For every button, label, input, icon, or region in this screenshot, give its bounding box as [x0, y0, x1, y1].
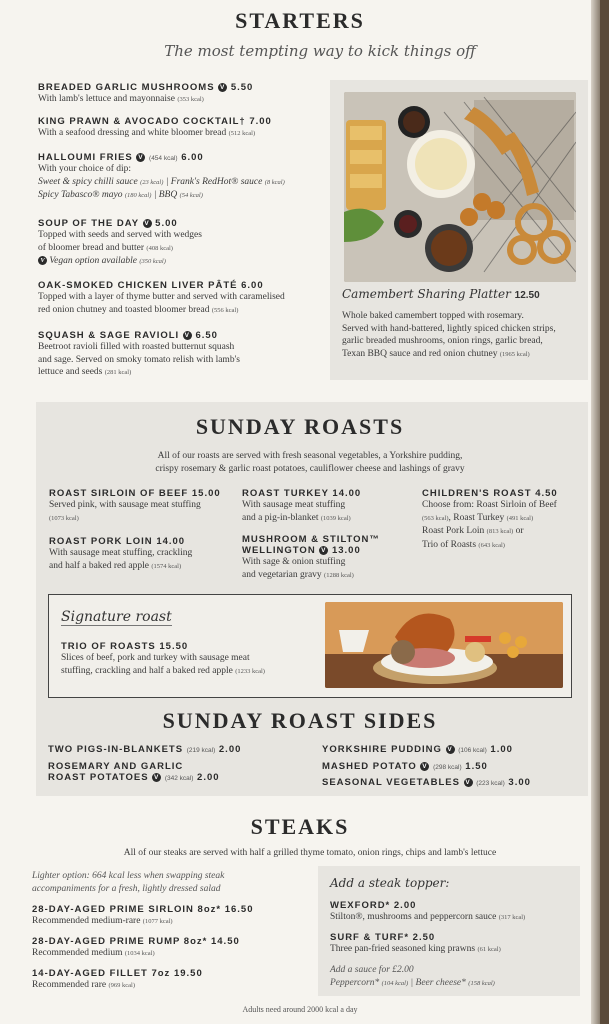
dip-kcal: (54 kcal) — [179, 192, 203, 199]
item-price: 15.50 — [159, 641, 189, 652]
item-desc: Served pink, with sausage meat stuffing — [49, 500, 201, 510]
item-desc: With sausage meat stuffing — [242, 500, 346, 510]
item-price: 5.00 — [155, 218, 178, 229]
item-price: 2.50 — [412, 932, 436, 943]
item-desc: Recommended medium — [32, 948, 123, 958]
steak-item-rump — [32, 936, 240, 961]
item-name: WELLINGTON — [242, 545, 316, 556]
sauce-option: Peppercorn* — [330, 977, 380, 988]
vegetarian-icon: V — [465, 778, 471, 786]
item-kcal: (353 kcal) — [177, 96, 204, 103]
vegetarian-icon: V — [447, 745, 453, 753]
item-kcal: (408 kcal) — [146, 244, 173, 252]
item-desc: Topped with a layer of thyme butter and served with caramelised — [38, 292, 285, 302]
steak-item-sirloin — [32, 904, 254, 929]
vegetarian-icon: V — [184, 331, 190, 339]
lighter-line: Lighter option: 664 kcal less when swapping steak — [32, 871, 225, 881]
item-kcal: (298 kcal) — [433, 764, 462, 771]
platter-desc-line: Served with hand-battered, lightly spiced chicken strips, — [342, 323, 556, 334]
dip-option: BBQ — [158, 190, 178, 200]
item-name: 28-DAY-AGED PRIME RUMP 8oz* — [32, 936, 208, 947]
item-price: 4.50 — [535, 488, 558, 499]
item-name: HALLOUMI FRIES — [38, 152, 133, 163]
starter-item-ravioli — [38, 330, 240, 380]
side-item-pigs — [48, 744, 241, 755]
platter-illustration — [344, 92, 576, 282]
item-name: TRIO OF ROASTS — [61, 641, 156, 652]
item-desc: red onion chutney and toasted bloomer bread — [38, 304, 210, 315]
item-kcal: (643 kcal) — [478, 541, 505, 549]
item-price: 19.50 — [173, 968, 203, 979]
starters-tagline: The most tempting way to kick things off — [164, 42, 476, 60]
item-kcal: (1034 kcal) — [124, 950, 155, 957]
item-kcal: (969 kcal) — [108, 982, 136, 989]
item-kcal: (281 kcal) — [104, 369, 132, 376]
item-price: 5.50 — [230, 82, 254, 93]
item-kcal: (223 kcal) — [476, 780, 505, 787]
vegan-icon: V — [38, 256, 47, 265]
roasts-intro — [0, 450, 600, 475]
roast-item-sirloin — [49, 488, 221, 525]
roasts-title: SUNDAY ROASTS — [195, 414, 405, 439]
vegan-note: Vegan option available — [49, 256, 137, 266]
starter-item-soup — [38, 218, 202, 269]
item-price: 14.00 — [332, 488, 362, 499]
item-kcal: (454 kcal) — [149, 155, 178, 162]
item-kcal: (1233 kcal) — [235, 667, 265, 675]
dip-kcal: (8 kcal) — [264, 178, 285, 186]
platter-price: 12.50 — [514, 290, 540, 301]
item-name: WEXFORD* — [330, 900, 391, 911]
roast-illustration — [325, 602, 563, 688]
item-price: 6.00 — [241, 280, 264, 291]
side-item-yorkshire — [322, 744, 513, 755]
platter-photo — [344, 92, 576, 282]
vegetarian-icon: V — [138, 153, 144, 161]
item-desc: Roast Pork Loin — [422, 526, 485, 536]
roast-item-childrens — [422, 488, 587, 552]
vegetarian-icon: V — [321, 546, 327, 554]
steaks-title: STEAKS — [250, 814, 350, 839]
item-desc: and half a baked red apple — [49, 560, 149, 571]
item-name: SOUP OF THE DAY — [38, 218, 139, 229]
item-desc: Three pan-fried seasoned king prawns — [330, 944, 476, 954]
item-price: 13.00 — [331, 545, 361, 556]
item-price: 14.00 — [156, 536, 186, 547]
starter-item-garlic-mushrooms — [38, 82, 253, 107]
item-desc: With your choice of dip: — [38, 164, 132, 174]
platter-kcal: (1965 kcal) — [499, 350, 530, 358]
item-kcal: (106 kcal) — [458, 747, 487, 754]
sauce-options: Add a sauce for £2.00 Peppercorn* (104 kcal) | Beer cheese* (158 kcal) — [330, 965, 495, 988]
starters-title: STARTERS — [235, 8, 365, 33]
platter-desc-line: garlic breaded mushrooms, onion rings, garlic bread, — [342, 336, 543, 346]
item-price: 2.00 — [218, 744, 242, 755]
side-item-veg — [322, 777, 531, 788]
item-kcal: (1574 kcal) — [151, 562, 182, 570]
signature-roast-box — [48, 594, 572, 698]
item-name: SURF & TURF* — [330, 932, 410, 943]
item-name: SEASONAL VEGETABLES — [322, 777, 460, 788]
item-name: MASHED POTATO — [322, 761, 417, 772]
item-desc: With lamb's lettuce and mayonnaise — [38, 94, 175, 104]
item-price: 16.50 — [224, 904, 254, 915]
item-desc: With sausage meat stuffing, crackling — [49, 548, 193, 558]
item-mark: † — [239, 116, 246, 127]
steak-topper-panel — [318, 866, 580, 996]
item-name: ROSEMARY AND GARLIC — [48, 761, 184, 772]
item-name: ROAST PORK LOIN — [49, 536, 153, 547]
item-kcal: (1073 kcal) — [49, 514, 79, 522]
platter-name: Camembert Sharing Platter — [342, 287, 511, 301]
item-price: 2.00 — [197, 772, 220, 783]
dip-kcal: (23 kcal) — [140, 178, 164, 186]
starter-item-prawn-cocktail — [38, 116, 272, 141]
roast-item-pork — [49, 536, 192, 573]
item-name: 28-DAY-AGED PRIME SIRLOIN 8oz* — [32, 904, 222, 915]
item-desc: and vegetarian gravy — [242, 569, 322, 580]
item-name: ROAST TURKEY — [242, 488, 329, 499]
steaks-intro: All of our steaks are served with half a grilled thyme tomato, onion rings, chips and lamb's lettuce — [123, 848, 497, 858]
side-item-mash — [322, 761, 488, 772]
platter-panel — [330, 80, 588, 380]
sauce-label: Add a sauce for £2.00 — [330, 965, 414, 975]
item-desc: stuffing, crackling and half a baked red apple — [61, 665, 233, 676]
item-desc: or — [515, 526, 524, 536]
topper-label: Add a steak topper: — [330, 876, 450, 890]
signature-label: Signature roast — [61, 609, 172, 625]
lighter-line: accompaniments for a fresh, lightly dressed salad — [32, 883, 221, 894]
roast-photo — [325, 602, 563, 688]
starter-item-halloumi-fries: HALLOUMI FRIES V (454 kcal) 6.00 With your choice of dip: Sweet & spicy chilli sauce (23 kcal) | Frank's RedHot® sauce (8 kcal) Spicy Tabasco® mayo (180 kcal) | BBQ (54 kcal) — [38, 152, 285, 200]
platter-desc-line: Whole baked camembert topped with rosemary. — [342, 311, 524, 321]
item-desc: Recommended medium-rare — [32, 916, 141, 926]
item-kcal: (317 kcal) — [498, 914, 526, 921]
item-name: BREADED GARLIC MUSHROOMS — [38, 82, 215, 93]
side-item-potatoes — [48, 761, 220, 783]
sides-title: SUNDAY ROAST SIDES — [162, 708, 438, 733]
item-kcal: (1288 kcal) — [324, 571, 354, 579]
dip-option: Sweet & spicy chilli sauce — [38, 176, 138, 187]
item-kcal: (512 kcal) — [228, 130, 256, 137]
item-desc: Trio of Roasts — [422, 539, 477, 550]
roast-item-turkey — [242, 488, 361, 525]
item-name: OAK-SMOKED CHICKEN LIVER PÂTÉ — [38, 280, 238, 291]
item-kcal: (563 kcal) — [422, 514, 449, 522]
sauce-kcal: (104 kcal) — [381, 979, 409, 987]
item-name: CHILDREN'S ROAST — [422, 488, 532, 499]
vegetarian-icon: V — [144, 219, 150, 227]
item-desc: Recommended rare — [32, 980, 107, 990]
sauce-option: Beer cheese* — [415, 977, 466, 988]
item-name: TWO PIGS-IN-BLANKETS — [48, 744, 184, 755]
item-name: ROAST SIRLOIN OF BEEF — [49, 488, 189, 499]
item-kcal: (1077 kcal) — [142, 918, 173, 925]
item-desc: With a seafood dressing and white bloomer bread — [38, 128, 227, 138]
item-desc: Beetroot ravioli filled with roasted butternut squash — [38, 342, 235, 352]
item-kcal: (556 kcal) — [211, 306, 239, 314]
item-desc: , Roast Turkey — [448, 512, 505, 523]
item-price: 1.50 — [465, 761, 488, 772]
item-desc: Topped with seeds and served with wedges — [38, 230, 202, 240]
item-kcal: (350 kcal) — [139, 258, 166, 265]
item-desc: and sage. Served on smoky tomato relish with lamb's — [38, 354, 240, 365]
item-name: MUSHROOM & STILTON™ — [242, 534, 380, 545]
item-name: KING PRAWN & AVOCADO COCKTAIL — [38, 116, 240, 127]
item-price: 14.50 — [210, 936, 240, 947]
sauce-kcal: (158 kcal) — [468, 979, 495, 987]
item-price: 3.00 — [508, 777, 531, 788]
item-kcal: (342 kcal) — [164, 775, 194, 782]
topper-item-surf-turf — [330, 932, 501, 957]
signature-item — [61, 641, 265, 678]
item-price: 15.00 — [191, 488, 221, 499]
item-desc: Choose from: Roast Sirloin of Beef — [422, 500, 557, 510]
item-price: 6.50 — [195, 330, 218, 341]
steaks-lighter-option — [32, 870, 224, 895]
vegetarian-icon: V — [154, 773, 160, 781]
item-kcal: (61 kcal) — [477, 946, 501, 953]
item-price: 1.00 — [490, 744, 513, 755]
item-name: SQUASH & SAGE RAVIOLI — [38, 330, 180, 341]
roasts-intro-line: All of our roasts are served with fresh seasonal vegetables, a Yorkshire pudding, — [157, 451, 463, 461]
item-name: ROAST POTATOES — [48, 772, 149, 783]
item-desc: and a pig-in-blanket — [242, 512, 319, 523]
item-kcal: (491 kcal) — [506, 514, 534, 522]
item-price: 6.00 — [181, 152, 204, 163]
platter-desc-line: Texan BBQ sauce and red onion chutney — [342, 348, 498, 359]
item-name: YORKSHIRE PUDDING — [322, 744, 442, 755]
item-price: 2.00 — [393, 900, 417, 911]
item-desc: lettuce and seeds — [38, 367, 103, 377]
footer-note: Adults need around 2000 kcal a day — [242, 1005, 358, 1014]
vegetarian-icon: V — [422, 762, 428, 770]
item-desc: of bloomer bread and butter — [38, 242, 145, 253]
item-kcal: (219 kcal) — [186, 747, 216, 754]
item-desc: Slices of beef, pork and turkey with sausage meat — [61, 653, 250, 663]
item-kcal: (1039 kcal) — [320, 514, 351, 522]
roasts-intro-line: crispy rosemary & garlic roast potatoes, cauliflower cheese and lashings of gravy — [155, 463, 465, 474]
item-price: 7.00 — [249, 116, 272, 127]
steak-item-fillet — [32, 968, 203, 993]
dip-option: Frank's RedHot® sauce — [170, 176, 263, 187]
roast-item-wellington — [242, 534, 380, 582]
item-kcal: (813 kcal) — [486, 528, 514, 535]
topper-item-wexford — [330, 900, 525, 925]
item-name: 14-DAY-AGED FILLET 7oz — [32, 968, 171, 979]
dip-kcal: (180 kcal) — [124, 192, 152, 199]
platter-desc — [342, 310, 586, 361]
item-desc: Stilton®, mushrooms and peppercorn sauce — [330, 912, 497, 922]
dip-option: Spicy Tabasco® mayo — [38, 190, 123, 200]
vegetarian-icon: V — [220, 83, 226, 91]
starter-item-pate — [38, 280, 285, 317]
item-desc: With sage & onion stuffing — [242, 557, 346, 567]
